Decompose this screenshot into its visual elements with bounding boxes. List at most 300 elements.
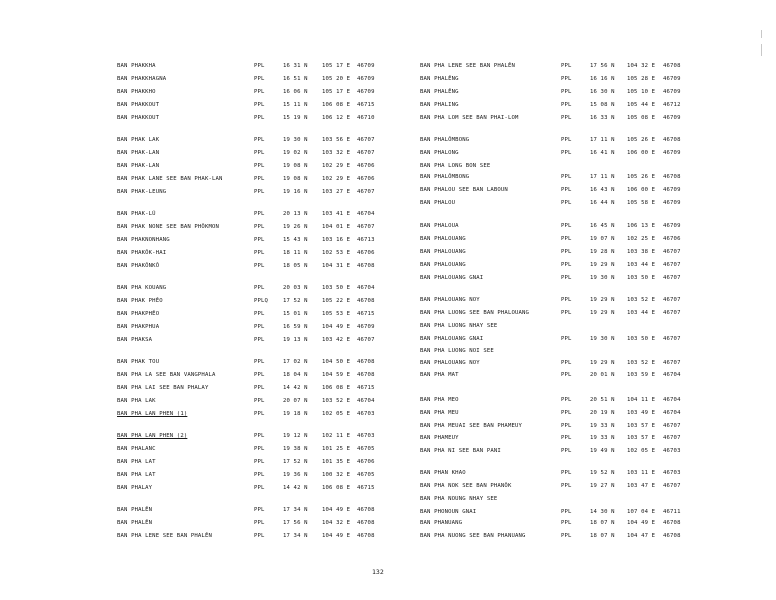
entry-lon: 103 27 E [322, 189, 351, 195]
entry-code: 46707 [357, 150, 375, 156]
entry-lon: 103 50 E [322, 285, 351, 291]
entry-type: PPL [254, 150, 265, 156]
scan-edge-mark [761, 44, 762, 56]
entry-code: 46707 [663, 435, 681, 441]
entry-name: BAN PHALOU [420, 200, 456, 206]
entry-name: BAN PHALÊN [117, 507, 153, 513]
entry-type: PPL [561, 187, 572, 193]
entry-name: BAN PHA LAT [117, 472, 156, 478]
entry-lat: 15 43 N [283, 237, 308, 243]
entry-lat: 16 51 N [283, 76, 308, 82]
entry-lat: 16 06 N [283, 89, 308, 95]
entry-code: 46705 [357, 472, 375, 478]
entry-name: BAN PHALING [420, 102, 459, 108]
entry-type: PPL [561, 102, 572, 108]
entry-lon: 103 42 E [322, 337, 351, 343]
entry-lon: 105 28 E [627, 76, 656, 82]
entry-lat: 17 52 N [283, 298, 308, 304]
entry-lat: 17 52 N [283, 459, 308, 465]
entry-lat: 19 08 N [283, 163, 308, 169]
entry-lon: 105 26 E [627, 174, 656, 180]
entry-code: 46704 [663, 372, 681, 378]
entry-lon: 106 12 E [322, 115, 351, 121]
entry-lon: 104 49 E [322, 507, 351, 513]
entry-type: PPL [561, 397, 572, 403]
entry-code: 46709 [663, 115, 681, 121]
entry-lon: 103 38 E [627, 249, 656, 255]
entry-code: 46707 [357, 337, 375, 343]
entry-name: BAN PHA LA SEE BAN VANGPHALA [117, 372, 216, 378]
entry-type: PPL [561, 372, 572, 378]
entry-lat: 19 36 N [283, 472, 308, 478]
entry-lat: 19 13 N [283, 337, 308, 343]
entry-lon: 106 13 E [627, 223, 656, 229]
entry-lon: 103 52 E [627, 297, 656, 303]
entry-name: BAN PHA LUONG NOI SEE [420, 348, 494, 354]
entry-lon: 102 05 E [322, 411, 351, 417]
entry-name: BAN PHALOU SEE BAN LABOUN [420, 187, 508, 193]
entry-type: PPL [254, 398, 265, 404]
entry-name: BAN PHAKKOUT [117, 102, 160, 108]
entry-code: 46708 [663, 533, 681, 539]
entry-lat: 14 30 N [590, 509, 615, 515]
entry-lat: 17 34 N [283, 507, 308, 513]
entry-lat: 16 43 N [590, 187, 615, 193]
entry-code: 46708 [357, 507, 375, 513]
entry-type: PPL [254, 115, 265, 121]
entry-lat: 16 45 N [590, 223, 615, 229]
entry-lon: 104 49 E [627, 520, 656, 526]
entry-code: 46704 [663, 397, 681, 403]
entry-type: PPL [561, 63, 572, 69]
entry-name: BAN PHALOUANG [420, 249, 466, 255]
entry-code: 46708 [663, 174, 681, 180]
entry-lon: 103 47 E [627, 483, 656, 489]
entry-code: 46708 [357, 298, 375, 304]
entry-type: PPL [561, 200, 572, 206]
entry-lat: 19 29 N [590, 360, 615, 366]
entry-lon: 103 11 E [627, 470, 656, 476]
entry-lon: 100 32 E [322, 472, 351, 478]
entry-lat: 15 08 N [590, 102, 615, 108]
entry-lon: 103 16 E [322, 237, 351, 243]
entry-type: PPL [254, 411, 265, 417]
entry-type: PPL [561, 470, 572, 476]
entry-lon: 104 32 E [322, 520, 351, 526]
entry-lon: 106 08 E [322, 485, 351, 491]
entry-name: BAN PHAK-LAN [117, 150, 160, 156]
entry-lat: 20 01 N [590, 372, 615, 378]
entry-code: 46708 [357, 263, 375, 269]
entry-name: BAN PHAKKHA [117, 63, 156, 69]
page-number: 132 [372, 568, 384, 576]
entry-lat: 19 29 N [590, 297, 615, 303]
entry-name: BAN PHA MAT [420, 372, 459, 378]
entry-type: PPL [561, 520, 572, 526]
entry-lon: 104 11 E [627, 397, 656, 403]
entry-lat: 16 33 N [590, 115, 615, 121]
entry-code: 46704 [357, 285, 375, 291]
entry-type: PPL [561, 137, 572, 143]
entry-lat: 17 11 N [590, 174, 615, 180]
entry-type: PPL [254, 446, 265, 452]
entry-lon: 103 52 E [627, 360, 656, 366]
entry-code: 46715 [357, 385, 375, 391]
entry-name: BAN PHONOUN GNAI [420, 509, 477, 515]
entry-type: PPL [561, 249, 572, 255]
entry-name: BAN PHAKSA [117, 337, 153, 343]
entry-name: BAN PHALOUANG [420, 236, 466, 242]
entry-lat: 18 11 N [283, 250, 308, 256]
entry-lon: 101 35 E [322, 459, 351, 465]
entry-lon: 102 53 E [322, 250, 351, 256]
entry-name: BAN PHA LUONG NHAY SEE [420, 323, 498, 329]
entry-lon: 103 44 E [627, 262, 656, 268]
entry-name: BAN PHAK PHÊO [117, 298, 163, 304]
entry-name: BAN PHAKKHAGNA [117, 76, 167, 82]
entry-type: PPL [254, 250, 265, 256]
entry-name: BAN PHALANC [117, 446, 156, 452]
entry-code: 46704 [357, 398, 375, 404]
entry-name: BAN PHAN KHAO [420, 470, 466, 476]
entry-lat: 19 33 N [590, 435, 615, 441]
entry-lat: 19 30 N [590, 336, 615, 342]
entry-code: 46712 [663, 102, 681, 108]
entry-code: 46708 [663, 63, 681, 69]
entry-name: BAN PHALOUANG GNAI [420, 336, 484, 342]
entry-code: 46708 [663, 520, 681, 526]
entry-name: BAN PHAKPHUA [117, 324, 160, 330]
entry-lat: 20 03 N [283, 285, 308, 291]
entry-type: PPL [254, 359, 265, 365]
entry-type: PPL [254, 224, 265, 230]
entry-name: BAN PHA NOK SEE BAN PHANÔK [420, 483, 512, 489]
entry-code: 46709 [663, 187, 681, 193]
entry-code: 46704 [357, 211, 375, 217]
entry-lat: 18 07 N [590, 533, 615, 539]
entry-type: PPL [254, 76, 265, 82]
entry-name: BAN PHA LAN PHEN (1) [117, 411, 188, 417]
entry-name: BAN PHA NUONG SEE BAN PHANUANG [420, 533, 526, 539]
entry-name: BAN PHAK-LŨ [117, 211, 156, 217]
entry-name: BAN PHAKNONHANG [117, 237, 170, 243]
entry-name: BAN PHALAY [117, 485, 153, 491]
entry-lat: 19 49 N [590, 448, 615, 454]
entry-name: BAN PHALOUANG [420, 262, 466, 268]
entry-type: PPL [254, 263, 265, 269]
scan-edge-mark [761, 30, 762, 38]
entry-lon: 104 01 E [322, 224, 351, 230]
entry-type: PPL [561, 76, 572, 82]
entry-name: BAN PHANUANG [420, 520, 463, 526]
entry-name: BAN PHALÊN [117, 520, 153, 526]
entry-type: PPL [254, 337, 265, 343]
entry-name: BAN PHA MEU [420, 410, 459, 416]
entry-code: 46703 [357, 433, 375, 439]
entry-name: BAN PHAK TOU [117, 359, 160, 365]
entry-lat: 19 27 N [590, 483, 615, 489]
entry-lon: 102 11 E [322, 433, 351, 439]
entry-name: BAN PHALOUANG NOY [420, 297, 480, 303]
entry-type: PPL [254, 433, 265, 439]
entry-lon: 103 41 E [322, 211, 351, 217]
entry-code: 46708 [357, 520, 375, 526]
entry-lat: 17 56 N [283, 520, 308, 526]
entry-type: PPL [561, 533, 572, 539]
entry-type: PPL [254, 102, 265, 108]
entry-type: PPL [254, 176, 265, 182]
entry-name: BAN PHAKKHO [117, 89, 156, 95]
entry-lon: 104 47 E [627, 533, 656, 539]
entry-type: PPL [561, 423, 572, 429]
entry-lon: 102 05 E [627, 448, 656, 454]
entry-lat: 19 38 N [283, 446, 308, 452]
entry-lon: 103 56 E [322, 137, 351, 143]
entry-lon: 105 26 E [627, 137, 656, 143]
entry-lat: 18 05 N [283, 263, 308, 269]
entry-lat: 16 59 N [283, 324, 308, 330]
entry-lon: 105 08 E [627, 115, 656, 121]
entry-type: PPL [254, 63, 265, 69]
entry-name: BAN PHALOUA [420, 223, 459, 229]
entry-lat: 19 30 N [283, 137, 308, 143]
entry-type: PPL [254, 311, 265, 317]
entry-code: 46711 [663, 509, 681, 515]
entry-code: 46709 [663, 89, 681, 95]
entry-code: 46709 [663, 223, 681, 229]
entry-lon: 103 49 E [627, 410, 656, 416]
entry-name: BAN PHALÊNG [420, 89, 459, 95]
entry-lat: 20 19 N [590, 410, 615, 416]
entry-lon: 104 50 E [322, 359, 351, 365]
entry-lat: 19 29 N [590, 310, 615, 316]
entry-name: BAN PHALÔMBONG [420, 174, 470, 180]
entry-code: 46707 [663, 297, 681, 303]
entry-lat: 19 28 N [590, 249, 615, 255]
entry-lat: 19 02 N [283, 150, 308, 156]
entry-type: PPL [561, 483, 572, 489]
entry-lat: 19 07 N [590, 236, 615, 242]
entry-code: 46707 [663, 310, 681, 316]
entry-code: 46706 [357, 163, 375, 169]
entry-lon: 105 22 E [322, 298, 351, 304]
entry-type: PPL [254, 211, 265, 217]
entry-type: PPL [254, 507, 265, 513]
entry-lat: 17 11 N [590, 137, 615, 143]
entry-lat: 19 33 N [590, 423, 615, 429]
entry-lon: 105 53 E [322, 311, 351, 317]
entry-lon: 106 08 E [322, 102, 351, 108]
entry-type: PPL [254, 459, 265, 465]
entry-lat: 16 41 N [590, 150, 615, 156]
entry-lat: 16 31 N [283, 63, 308, 69]
entry-code: 46708 [357, 359, 375, 365]
entry-type: PPL [254, 385, 265, 391]
entry-name: BAN PHAKÔK-HAI [117, 250, 167, 256]
entry-name: BAN PHALONG [420, 150, 459, 156]
entry-name: BAN PHA MEUAI SEE BAN PHAMEUY [420, 423, 523, 429]
entry-lon: 104 59 E [322, 372, 351, 378]
entry-lat: 19 16 N [283, 189, 308, 195]
entry-lon: 103 50 E [627, 275, 656, 281]
entry-code: 46707 [357, 189, 375, 195]
entry-code: 46706 [663, 236, 681, 242]
entry-type: PPL [254, 285, 265, 291]
entry-name: BAN PHA LAT [117, 459, 156, 465]
entry-lat: 19 52 N [590, 470, 615, 476]
entry-type: PPL [561, 448, 572, 454]
entry-type: PPL [561, 360, 572, 366]
entry-lat: 18 04 N [283, 372, 308, 378]
entry-name: BAN PHAK-LEUNG [117, 189, 167, 195]
entry-type: PPL [561, 223, 572, 229]
entry-lon: 105 20 E [322, 76, 351, 82]
entry-lat: 20 51 N [590, 397, 615, 403]
entry-lat: 20 07 N [283, 398, 308, 404]
entry-code: 46707 [663, 249, 681, 255]
entry-lat: 19 26 N [283, 224, 308, 230]
entry-lat: 14 42 N [283, 485, 308, 491]
entry-code: 46709 [663, 200, 681, 206]
entry-code: 46706 [357, 176, 375, 182]
entry-code: 46709 [663, 76, 681, 82]
entry-type: PPL [254, 520, 265, 526]
entry-code: 46709 [663, 150, 681, 156]
entry-name: BAN PHALOUANG NOY [420, 360, 480, 366]
entry-type: PPL [254, 533, 265, 539]
entry-lon: 102 29 E [322, 176, 351, 182]
entry-lat: 16 16 N [590, 76, 615, 82]
entry-type: PPL [254, 163, 265, 169]
entry-code: 46715 [357, 311, 375, 317]
entry-lon: 106 00 E [627, 187, 656, 193]
entry-code: 46708 [663, 137, 681, 143]
entry-lon: 104 49 E [322, 324, 351, 330]
entry-code: 46713 [357, 237, 375, 243]
entry-lat: 16 44 N [590, 200, 615, 206]
entry-lat: 17 56 N [590, 63, 615, 69]
entry-lat: 15 19 N [283, 115, 308, 121]
entry-lat: 19 18 N [283, 411, 308, 417]
entry-name: BAN PHA LOM SEE BAN PHAI-LOM [420, 115, 519, 121]
entry-lon: 103 59 E [627, 372, 656, 378]
entry-code: 46710 [357, 115, 375, 121]
entry-type: PPL [254, 372, 265, 378]
entry-name: BAN PHA NOUNG NHAY SEE [420, 496, 498, 502]
entry-lat: 16 30 N [590, 89, 615, 95]
entry-type: PPL [254, 485, 265, 491]
entry-lon: 103 32 E [322, 150, 351, 156]
entry-lat: 17 34 N [283, 533, 308, 539]
entry-type: PPL [254, 137, 265, 143]
entry-name: BAN PHA LENE SEE BAN PHALÊN [117, 533, 212, 539]
entry-name: BAN PHA LUONG SEE BAN PHALOUANG [420, 310, 530, 316]
entry-type: PPL [561, 89, 572, 95]
entry-type: PPL [561, 150, 572, 156]
entry-name: BAN PHA LAK [117, 398, 156, 404]
entry-lon: 102 29 E [322, 163, 351, 169]
entry-code: 46707 [663, 483, 681, 489]
entry-lon: 105 44 E [627, 102, 656, 108]
entry-type: PPL [254, 189, 265, 195]
entry-name: BAN PHA KOUANG [117, 285, 167, 291]
entry-code: 46706 [357, 459, 375, 465]
entry-lon: 104 32 E [627, 63, 656, 69]
entry-lat: 14 42 N [283, 385, 308, 391]
entry-lon: 103 44 E [627, 310, 656, 316]
entry-lat: 20 13 N [283, 211, 308, 217]
entry-lon: 102 25 E [627, 236, 656, 242]
entry-code: 46706 [357, 250, 375, 256]
entry-code: 46707 [663, 262, 681, 268]
entry-code: 46707 [357, 137, 375, 143]
entry-code: 46708 [357, 372, 375, 378]
entry-lon: 104 31 E [322, 263, 351, 269]
entry-code: 46707 [663, 336, 681, 342]
entry-name: BAN PHAK NONE SEE BAN PHÔKMON [117, 224, 220, 230]
entry-lon: 105 58 E [627, 200, 656, 206]
entry-name: BAN PHA LAN PHEN (2) [117, 433, 188, 439]
entry-code: 46707 [663, 423, 681, 429]
entry-code: 46709 [357, 63, 375, 69]
entry-code: 46708 [357, 533, 375, 539]
entry-lon: 103 57 E [627, 423, 656, 429]
entry-lat: 15 01 N [283, 311, 308, 317]
entry-type: PPL [561, 275, 572, 281]
entry-code: 46707 [357, 224, 375, 230]
entry-type: PPL [561, 509, 572, 515]
entry-code: 46703 [357, 411, 375, 417]
entry-code: 46703 [663, 470, 681, 476]
entry-code: 46709 [357, 89, 375, 95]
entry-name: BAN PHA MEO [420, 397, 459, 403]
entry-type: PPL [254, 324, 265, 330]
entry-type: PPL [561, 435, 572, 441]
entry-lon: 106 00 E [627, 150, 656, 156]
entry-code: 46709 [357, 324, 375, 330]
entry-name: BAN PHA NI SEE BAN PANI [420, 448, 501, 454]
entry-name: BAN PHA LENE SEE BAN PHALÊN [420, 63, 515, 69]
entry-name: BAN PHAKKOUT [117, 115, 160, 121]
entry-type: PPL [561, 115, 572, 121]
entry-code: 46703 [663, 448, 681, 454]
entry-name: BAN PHALOUANG GNAI [420, 275, 484, 281]
entry-code: 46705 [357, 446, 375, 452]
entry-lon: 106 08 E [322, 385, 351, 391]
entry-lon: 101 25 E [322, 446, 351, 452]
entry-code: 46704 [663, 410, 681, 416]
entry-type: PPL [254, 237, 265, 243]
entry-type: PPL [561, 336, 572, 342]
entry-type: PPL [561, 310, 572, 316]
entry-name: BAN PHA LONG BON SEE [420, 163, 491, 169]
entry-type: PPL [561, 410, 572, 416]
entry-code: 46707 [663, 275, 681, 281]
entry-lat: 19 30 N [590, 275, 615, 281]
entry-lat: 17 02 N [283, 359, 308, 365]
entry-name: BAN PHAKÔNKÔ [117, 263, 160, 269]
entry-lat: 19 12 N [283, 433, 308, 439]
entry-type: PPL [254, 89, 265, 95]
entry-lon: 104 49 E [322, 533, 351, 539]
entry-lon: 105 10 E [627, 89, 656, 95]
entry-type: PPL [561, 236, 572, 242]
entry-code: 46715 [357, 485, 375, 491]
entry-type: PPL [561, 262, 572, 268]
entry-name: BAN PHALÊNG [420, 76, 459, 82]
entry-name: BAN PHAK LANE SEE BAN PHAK-LAN [117, 176, 223, 182]
entry-lon: 105 17 E [322, 89, 351, 95]
